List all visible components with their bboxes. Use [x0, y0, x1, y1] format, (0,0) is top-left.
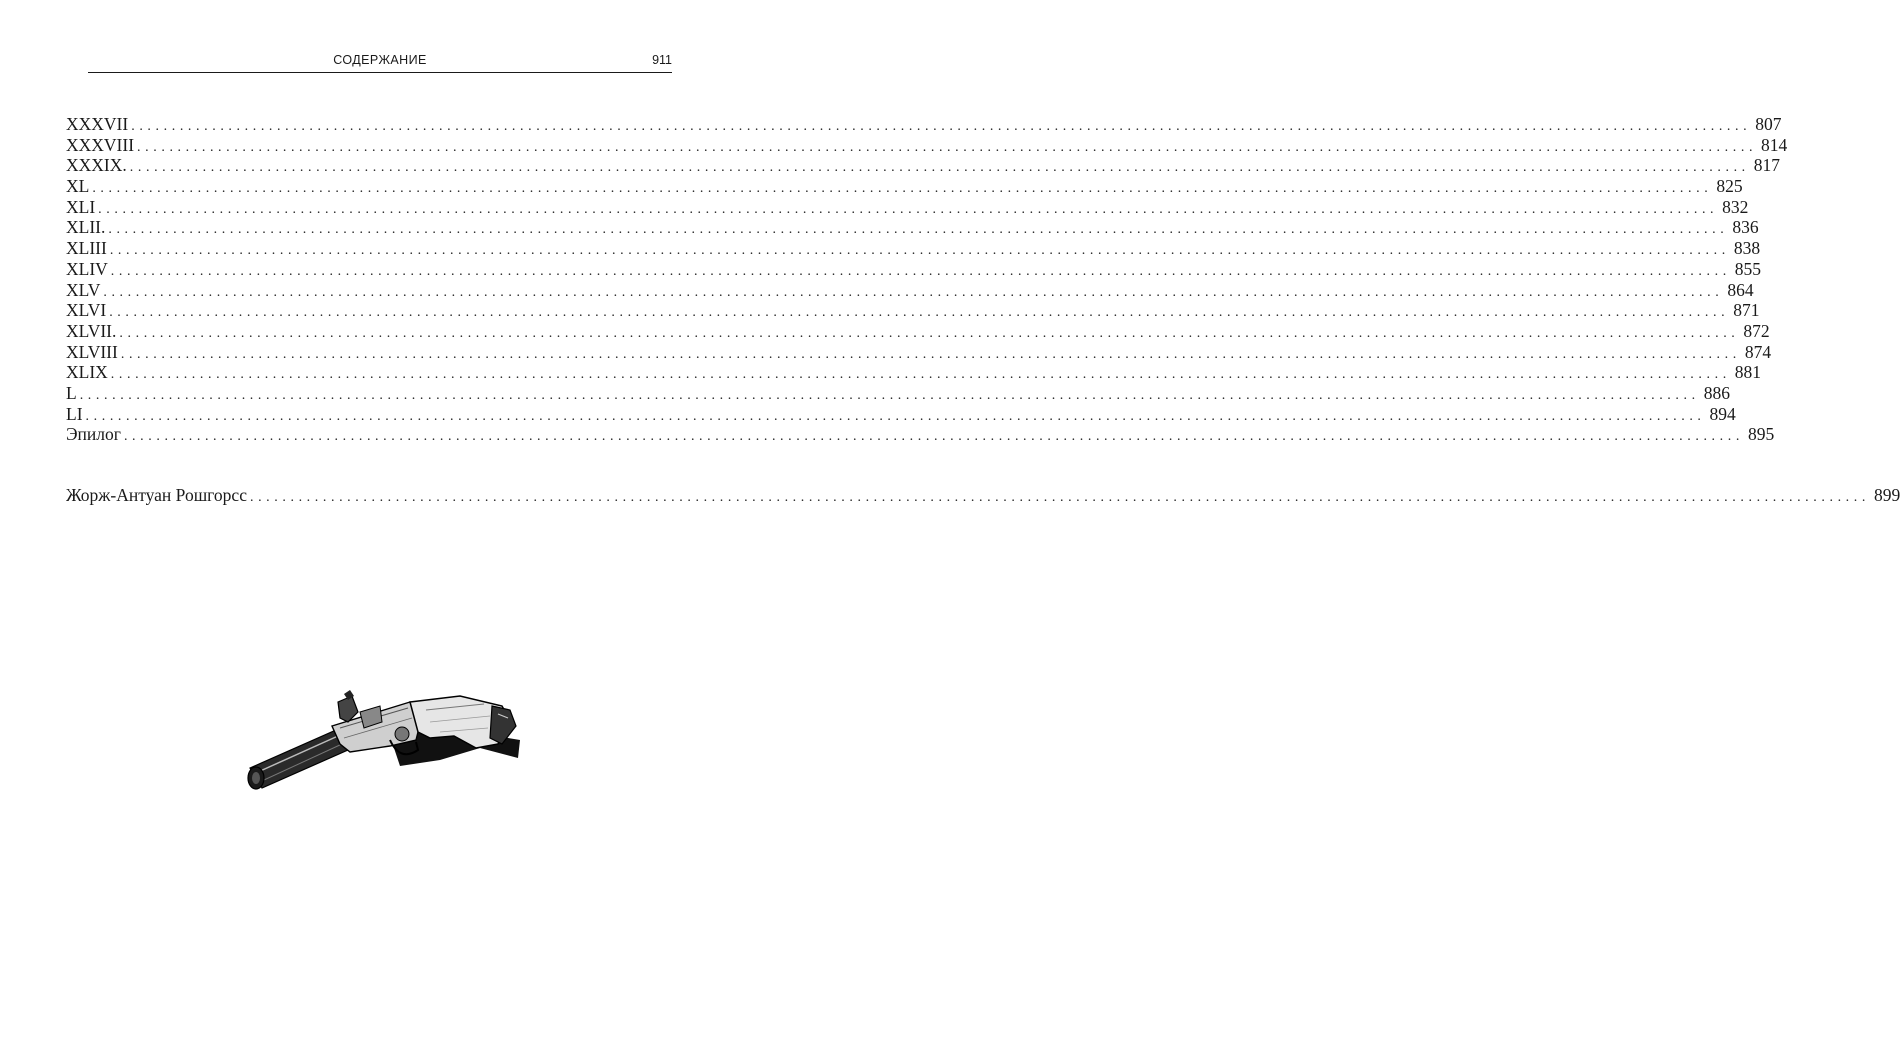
leader-dots: ........................................................................................................................................................................................................	[120, 346, 1741, 362]
leader-dots: ........................................................................................................................................................................................................	[119, 325, 1740, 341]
toc-entry[interactable]	[66, 134, 1788, 156]
toc-entry-page: 871	[1733, 300, 1760, 321]
toc-entry-label: XLII.	[66, 217, 106, 238]
toc-entry[interactable]	[66, 238, 1761, 259]
toc-entry-page: 855	[1734, 258, 1762, 279]
toc-entry-page: 886	[1703, 382, 1730, 403]
toc-entry-label: XXXVII	[66, 114, 129, 134]
running-header	[88, 52, 672, 73]
toc-entry-label: XXXVIII	[66, 134, 135, 155]
toc-entry[interactable]	[66, 196, 1749, 218]
leader-dots: ........................................................................................................................................................................................................	[249, 490, 1870, 505]
toc-entry-page: 872	[1743, 320, 1770, 341]
toc-entry[interactable]	[66, 176, 1743, 197]
toc-entry-label: XLIII	[66, 238, 107, 259]
toc-entry-page: 838	[1733, 238, 1761, 259]
toc-entry-page: 807	[1755, 114, 1782, 134]
toc-entry-label: XLIX	[66, 362, 108, 383]
toc-entry[interactable]	[66, 320, 1770, 342]
toc-entry[interactable]	[66, 362, 1762, 383]
leader-dots: ........................................................................................................................................................................................................	[109, 305, 1730, 321]
toc-entry-page: 864	[1727, 279, 1754, 300]
toc-entry-page: 832	[1722, 196, 1749, 217]
toc-entry-label: XLIV	[66, 258, 108, 279]
running-header-title: СОДЕРЖАНИЕ	[333, 53, 427, 67]
page-number: 911	[652, 53, 672, 67]
toc-entry-page: 825	[1716, 176, 1743, 197]
toc-entry[interactable]	[66, 403, 1736, 425]
toc-entry[interactable]	[66, 382, 1730, 404]
toc-entry-page: 895	[1747, 424, 1775, 445]
toc-list	[66, 114, 1788, 445]
leader-dots: ........................................................................................................................................................................................................	[110, 367, 1731, 383]
leader-dots: ........................................................................................................................................................................................................	[129, 160, 1750, 176]
leader-dots: ........................................................................................................................................................................................................	[85, 408, 1706, 424]
leader-dots: ........................................................................................................................................................................................................	[79, 387, 1700, 403]
toc-entry[interactable]	[66, 155, 1781, 176]
toc-entry[interactable]	[66, 341, 1772, 363]
leader-dots: ........................................................................................................................................................................................................	[98, 201, 1719, 217]
toc-entry[interactable]	[66, 300, 1760, 321]
leader-dots: ........................................................................................................................................................................................................	[137, 139, 1758, 155]
toc-entry-page: 881	[1734, 362, 1762, 383]
toc-entry-label: XLV	[66, 279, 101, 300]
toc-entry[interactable]	[66, 279, 1754, 301]
toc-entry[interactable]	[66, 114, 1782, 135]
leader-dots: ........................................................................................................................................................................................................	[92, 181, 1713, 197]
toc-entry-label: XLVIII	[66, 341, 118, 362]
toc-entry[interactable]	[66, 258, 1762, 280]
toc-entry-page: 817	[1753, 155, 1781, 176]
flintlock-pistol-icon	[240, 688, 530, 793]
leader-dots: ........................................................................................................................................................................................................	[123, 429, 1744, 445]
leader-dots: ........................................................................................................................................................................................................	[110, 263, 1731, 279]
toc-entry-page: 814	[1761, 134, 1788, 155]
toc-entry-label: XLI	[66, 196, 96, 217]
toc-entry-label: L	[66, 382, 77, 403]
toc-entry-page: 836	[1732, 217, 1759, 238]
toc-entry-label: LI	[66, 403, 83, 424]
toc-entry-page: 894	[1709, 403, 1736, 424]
toc-entry-label: Жорж-Антуан Рошгорсс	[66, 485, 247, 505]
leader-dots: ........................................................................................................................................................................................................	[108, 222, 1729, 238]
toc-entry[interactable]	[66, 217, 1759, 238]
toc-entry[interactable]	[66, 424, 1775, 445]
toc-entry-page: 899	[1873, 485, 1900, 505]
toc-entry-label: XLVI	[66, 300, 107, 321]
leader-dots: ........................................................................................................................................................................................................	[131, 119, 1752, 134]
toc-entry-page: 874	[1744, 341, 1772, 362]
toc-entry-label: XXXIX.	[66, 155, 127, 176]
toc-entry-label: Эпилог	[66, 424, 121, 445]
toc-entry-label: XLVII.	[66, 320, 117, 341]
leader-dots: ........................................................................................................................................................................................................	[109, 243, 1730, 259]
toc-entry-label: XL	[66, 176, 90, 197]
toc-afterword-list	[66, 485, 1900, 506]
leader-dots: ........................................................................................................................................................................................................	[103, 284, 1724, 300]
toc-entry-afterword[interactable]	[66, 485, 1900, 506]
